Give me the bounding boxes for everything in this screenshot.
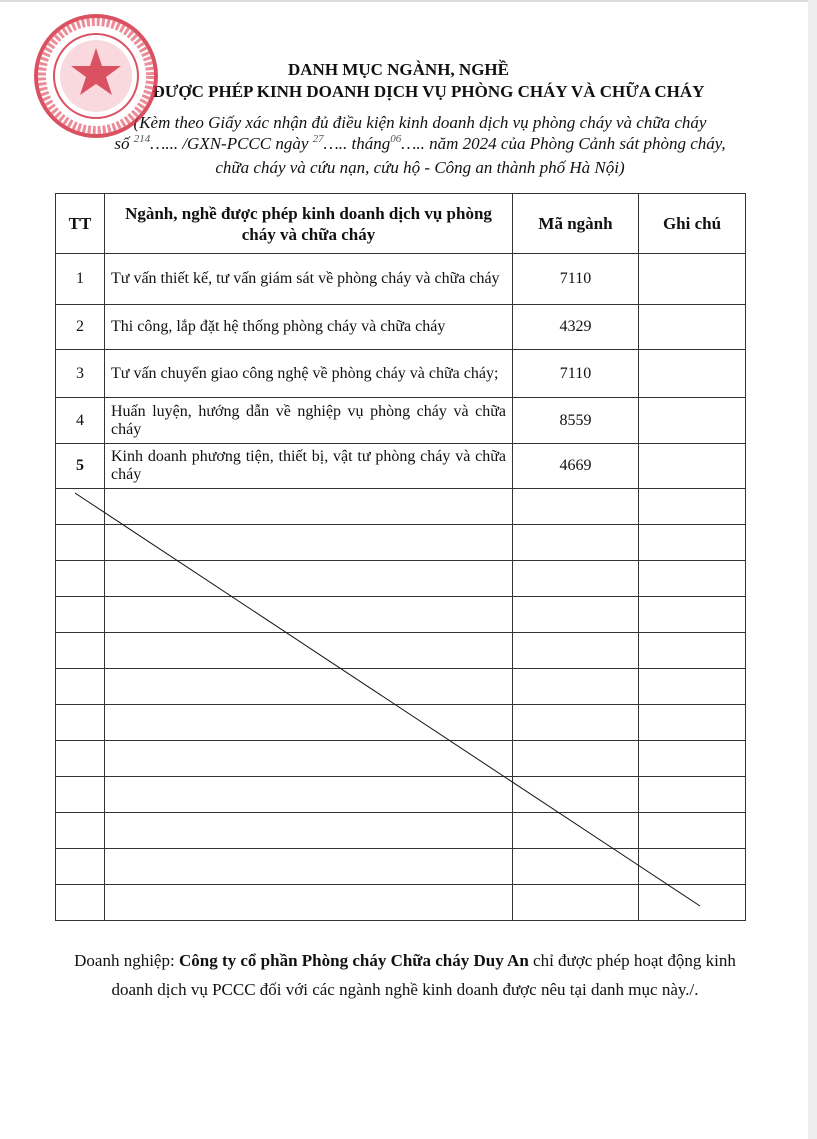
- table-row: 1 Tư vấn thiết kế, tư vấn giám sát về phòng cháy và chữa cháy 7110: [56, 254, 746, 305]
- subtitle-line-2: số $^{214}$…... /GXN-PCCC ngày $^{27}$….. tháng$^{06}$….. năm 2024 của Phòng Cảnh sát phòng cháy,: [114, 133, 726, 153]
- doc-day: 27: [312, 133, 324, 145]
- header-code: Mã ngành: [513, 194, 639, 254]
- table-row: 2 Thi công, lắp đặt hệ thống phòng cháy và chữa cháy 4329: [56, 305, 746, 350]
- doc-number: 214: [133, 133, 151, 145]
- header-note: Ghi chú: [639, 194, 746, 254]
- table-row: 5 Kinh doanh phương tiện, thiết bị, vật tư phòng cháy và chữa cháy 4669: [56, 444, 746, 489]
- subtitle-line-1: (Kèm theo Giấy xác nhận đủ điều kiện kinh doanh dịch vụ phòng cháy và chữa cháy: [133, 113, 707, 132]
- title-line-2: ĐƯỢC PHÉP KINH DOANH DỊCH VỤ PHÒNG CHÁY VÀ CHỮA CHÁY: [152, 82, 705, 101]
- title-line-1: DANH MỤC NGÀNH, NGHỀ: [288, 60, 509, 79]
- header-business-line: Ngành, nghề được phép kinh doanh dịch vụ phòng cháy và chữa cháy: [105, 194, 513, 254]
- subtitle-line-3: chữa cháy và cứu nạn, cứu hộ - Công an thành phố Hà Nội): [215, 158, 625, 177]
- footer-statement: Doanh nghiệp: Công ty cổ phần Phòng cháy Chữa cháy Duy An chỉ được phép hoạt động kinh doanh dịch vụ PCCC đối với các ngành nghề kinh doanh được nêu tại danh mục này./.: [74, 951, 736, 999]
- table-row: 4 Huấn luyện, hướng dẫn về nghiệp vụ phòng cháy và chữa cháy 8559: [56, 398, 746, 444]
- doc-month: 06: [390, 133, 402, 145]
- header-tt: TT: [56, 194, 105, 254]
- table-row: 3 Tư vấn chuyển giao công nghệ về phòng cháy và chữa cháy; 7110: [56, 350, 746, 398]
- company-name: Công ty cổ phần Phòng cháy Chữa cháy Duy An: [178, 951, 529, 970]
